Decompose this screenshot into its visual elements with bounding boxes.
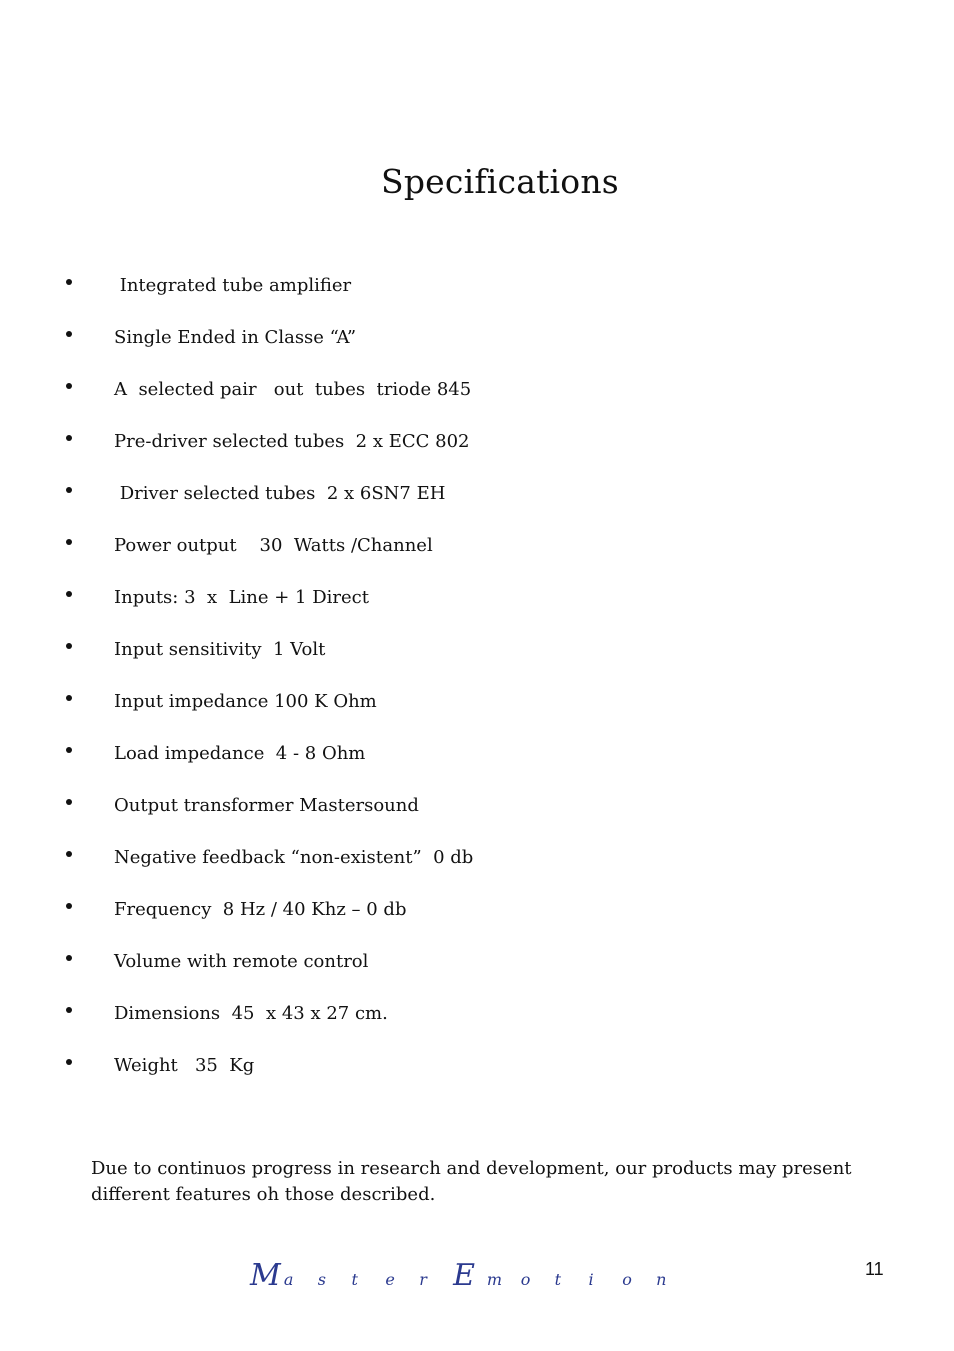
spec-text: Weight 35 Kg <box>114 1055 255 1076</box>
brand-letter: E <box>453 1258 475 1293</box>
spec-text: Single Ended in Classe “A” <box>114 327 357 348</box>
spec-text: Input sensitivity 1 Volt <box>114 639 326 660</box>
brand-letter: t <box>351 1270 358 1289</box>
bullet-icon <box>66 851 72 857</box>
spec-text: Power output 30 Watts /Channel <box>114 535 433 556</box>
brand-letter: M <box>250 1258 281 1293</box>
bullet-icon <box>66 435 72 441</box>
spec-text: A selected pair out tubes triode 845 <box>114 379 472 400</box>
spec-text: Pre-driver selected tubes 2 x ECC 802 <box>114 431 470 452</box>
spec-text: Load impedance 4 - 8 Ohm <box>114 743 366 764</box>
brand-letter: r <box>419 1270 427 1289</box>
bullet-icon <box>66 539 72 545</box>
spec-text: Driver selected tubes 2 x 6SN7 EH <box>114 483 446 504</box>
brand-letter: n <box>656 1270 667 1289</box>
bullet-icon <box>66 695 72 701</box>
bullet-icon <box>66 487 72 493</box>
bullet-icon <box>66 955 72 961</box>
bullet-icon <box>66 279 72 285</box>
bullet-icon <box>66 643 72 649</box>
spec-text: Output transformer Mastersound <box>114 795 419 816</box>
page-title: Specifications <box>381 162 619 201</box>
spec-text: Negative feedback “non-existent” 0 db <box>114 847 474 868</box>
spec-text: Input impedance 100 K Ohm <box>114 691 377 712</box>
brand-letter: t <box>554 1270 562 1289</box>
bullet-icon <box>66 591 72 597</box>
bullet-icon <box>66 747 72 753</box>
bullet-icon <box>66 903 72 909</box>
bullet-icon <box>66 331 72 337</box>
brand-letter: s <box>317 1270 326 1289</box>
disclaimer-note: Due to continuos progress in research and development, our products may present different features oh those described. <box>91 1158 852 1205</box>
spec-text: Frequency 8 Hz / 40 Khz – 0 db <box>114 899 407 920</box>
brand-wordmark <box>250 1258 690 1293</box>
spec-text: Dimensions 45 x 43 x 27 cm. <box>114 1003 388 1024</box>
brand-letter: e <box>385 1270 395 1289</box>
spec-text: Integrated tube amplifier <box>114 275 352 296</box>
bullet-icon <box>66 799 72 805</box>
bullet-icon <box>66 383 72 389</box>
brand-letter: i <box>588 1270 594 1289</box>
brand-letter: a <box>283 1270 294 1289</box>
page-number: 11 <box>865 1259 884 1279</box>
brand-letter: o <box>520 1270 531 1289</box>
brand-letter: o <box>622 1270 632 1289</box>
spec-text: Inputs: 3 x Line + 1 Direct <box>114 587 369 608</box>
spec-text: Volume with remote control <box>114 951 369 972</box>
bullet-icon <box>66 1059 72 1065</box>
brand-letter: m <box>486 1270 503 1289</box>
bullet-icon <box>66 1007 72 1013</box>
